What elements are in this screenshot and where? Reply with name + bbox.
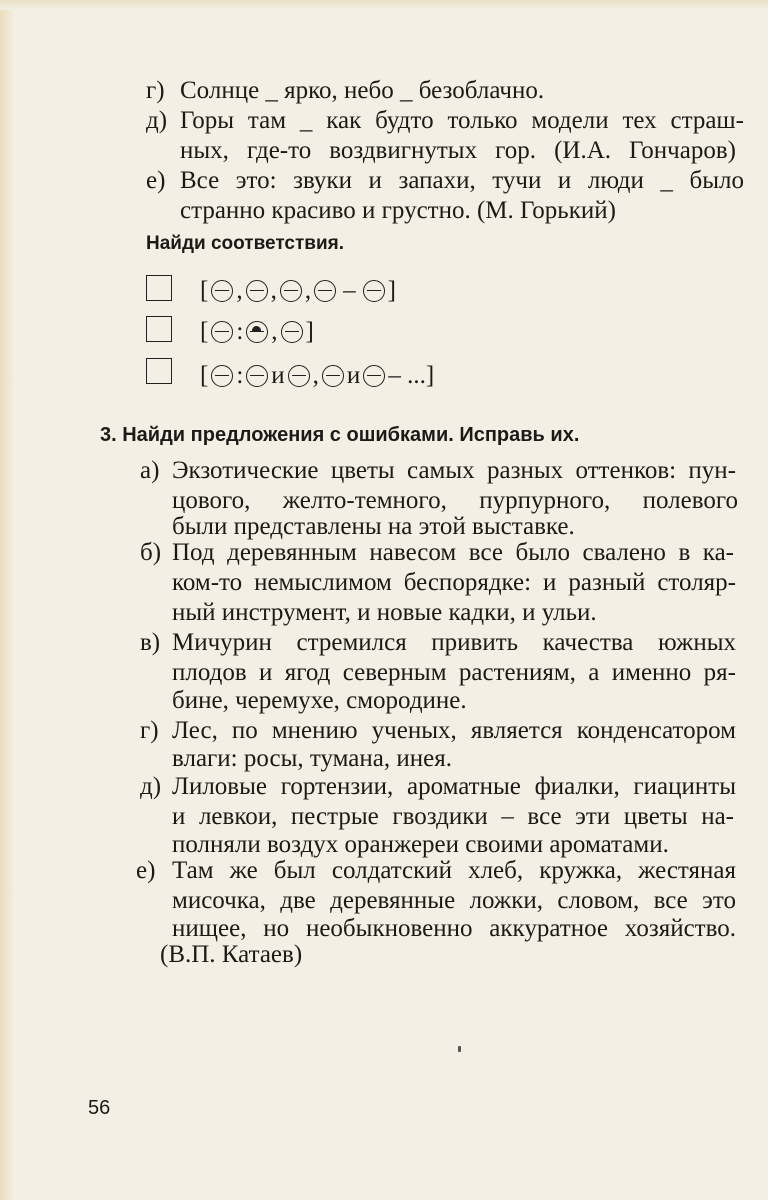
item-line: мисочка, две деревянные ложки, словом, все это xyxy=(172,887,736,914)
scheme-punct: , xyxy=(236,277,243,304)
page-edge xyxy=(0,0,14,1200)
item-letter: е) xyxy=(146,167,166,194)
item-line: Мичурин стремился привить качества южных xyxy=(172,629,736,656)
item-line: полняли воздух оранжереи своими ароматами. xyxy=(172,831,669,858)
homogeneous-member-icon xyxy=(280,280,302,302)
match-heading: Найди соответствия. xyxy=(146,233,344,254)
item-line: Горы там _ как будто только модели тех страш- xyxy=(180,107,744,134)
sentence-scheme xyxy=(198,317,316,347)
homogeneous-member-icon xyxy=(288,365,310,387)
answer-box[interactable] xyxy=(146,316,172,342)
scheme-colon: : xyxy=(236,362,244,389)
item-letter: д) xyxy=(140,773,162,800)
item-line: и левкои, пестрые гвоздики – все эти цветы на- xyxy=(172,803,734,830)
item-line: были представлены на этой выставке. xyxy=(172,513,575,540)
sentence-scheme xyxy=(198,276,398,306)
page-edge-top xyxy=(0,0,768,10)
generalizing-word-icon xyxy=(363,280,385,302)
item-line: (В.П. Катаев) xyxy=(160,941,303,968)
generalizing-word-icon xyxy=(211,365,233,387)
item-line: цового, желто-темного, пурпурного, полевого xyxy=(172,487,738,514)
homogeneous-member-icon xyxy=(314,280,336,302)
homogeneous-member-icon xyxy=(246,280,268,302)
scheme-conjunction: и xyxy=(346,362,361,389)
homogeneous-member-icon xyxy=(211,280,233,302)
item-line: Лиловые гортензии, ароматные фиалки, гиацинты xyxy=(172,773,736,800)
item-line: Там же был солдатский хлеб, кружка, жестяная xyxy=(172,857,736,884)
scheme-punct: , xyxy=(271,318,278,345)
print-speck xyxy=(458,1046,461,1052)
generalizing-word-icon xyxy=(211,321,233,343)
item-letter: д) xyxy=(146,107,168,134)
homogeneous-member-icon xyxy=(281,321,303,343)
item-line: Солнце _ ярко, небо _ безоблачно. xyxy=(180,77,545,104)
scheme-conjunction: и xyxy=(271,362,285,389)
item-line: плодов и ягод северным растениям, а именно ря- xyxy=(172,659,736,686)
page-number: 56 xyxy=(88,1097,111,1119)
answer-box[interactable] xyxy=(146,358,172,384)
item-letter: г) xyxy=(140,717,159,744)
scheme-bracket: [ xyxy=(200,362,209,389)
subject-circle-icon xyxy=(246,321,268,343)
item-line: ный инструмент, и новые кадки, и ульи. xyxy=(172,599,597,626)
item-line: нищее, но необыкновенно аккуратное хозяйство. xyxy=(172,915,736,942)
item-line: Экзотические цветы самых разных оттенков: пун- xyxy=(172,457,736,484)
item-line: странно красиво и грустно. (М. Горький) xyxy=(180,197,616,224)
item-letter: в) xyxy=(140,629,161,656)
item-line: Лес, по мнению ученых, является конденсатором xyxy=(172,717,736,744)
scheme-ellipsis: – ...] xyxy=(388,362,435,389)
scheme-punct: , xyxy=(270,277,277,304)
scheme-punct: , xyxy=(312,362,319,389)
item-line: ком-то немыслимом беспорядке: и разный столяр- xyxy=(172,569,736,596)
homogeneous-member-icon xyxy=(322,365,344,387)
item-line: бине, черемухе, смородине. xyxy=(172,687,467,714)
item-letter: б) xyxy=(140,539,162,566)
homogeneous-member-icon xyxy=(246,365,268,387)
scheme-colon: : xyxy=(236,318,244,345)
item-letter: а) xyxy=(140,457,160,484)
sentence-scheme xyxy=(198,361,436,391)
scheme-bracket: [ xyxy=(200,277,209,304)
scheme-dash: – xyxy=(343,277,356,304)
item-letter: е) xyxy=(136,857,156,884)
homogeneous-member-icon xyxy=(363,365,385,387)
item-line: влаги: росы, тумана, инея. xyxy=(172,745,452,772)
scheme-bracket: ] xyxy=(387,277,396,304)
scheme-bracket: ] xyxy=(305,318,314,345)
scheme-punct: , xyxy=(304,277,312,304)
task-3-title: 3. Найди предложения с ошибками. Исправь их. xyxy=(100,424,580,446)
item-letter: г) xyxy=(146,77,165,104)
scheme-bracket: [ xyxy=(200,318,209,345)
answer-box[interactable] xyxy=(146,275,172,301)
item-line: Все это: звуки и запахи, тучи и люди _ было xyxy=(180,167,744,194)
item-line: Под деревянным навесом все было свалено в ка- xyxy=(172,539,734,566)
item-line: ных, где-то воздвигнутых гор. (И.А. Гончаров) xyxy=(180,137,736,164)
